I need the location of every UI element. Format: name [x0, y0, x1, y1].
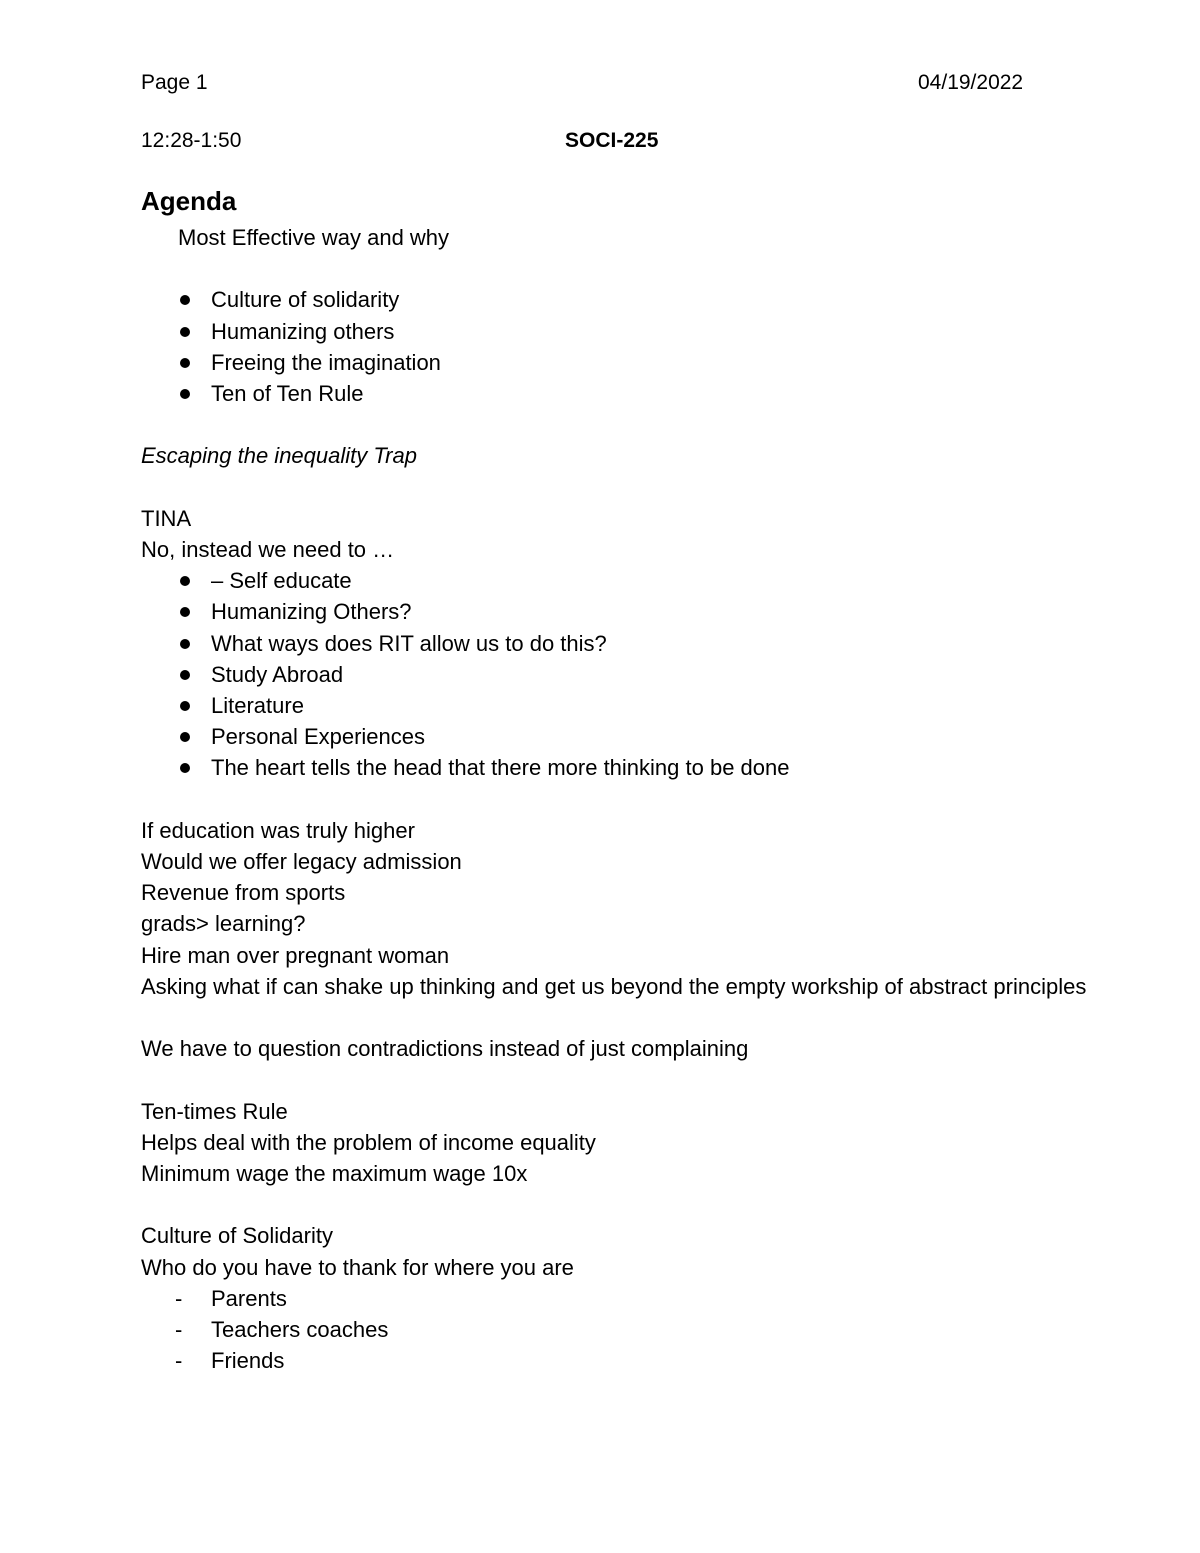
list-item: Ten of Ten Rule	[141, 378, 1101, 409]
tina-label: TINA	[141, 505, 192, 531]
agenda-intro: Most Effective way and why	[178, 225, 450, 250]
higher-ed-line: If education was truly higher	[141, 817, 415, 843]
list-item: Literature	[141, 690, 1101, 721]
list-item: - Teachers coaches	[141, 1314, 1101, 1345]
higher-ed-line: grads> learning?	[141, 911, 306, 937]
list-item: Humanizing others	[141, 316, 1101, 347]
class-time: 12:28-1:50	[141, 129, 242, 152]
list-item: What ways does RIT allow us to do this?	[141, 628, 1101, 659]
contradictions-note: We have to question contradictions instead of just complaining	[141, 1036, 749, 1062]
agenda-list	[141, 284, 1101, 409]
section-title-escaping: Escaping the inequality Trap	[141, 443, 417, 469]
higher-ed-line: Would we offer legacy admission	[141, 849, 462, 874]
list-item: - Parents	[141, 1283, 1101, 1314]
list-item: Study Abroad	[141, 659, 1101, 690]
escaping-list	[141, 565, 1101, 783]
escaping-lead: No, instead we need to …	[141, 536, 395, 562]
list-item: Culture of solidarity	[141, 284, 1101, 315]
spacer	[141, 1002, 1101, 1033]
spacer	[141, 784, 1101, 815]
list-item: Personal Experiences	[141, 721, 1101, 752]
higher-ed-line: Revenue from sports	[141, 880, 346, 906]
spacer	[141, 1064, 1101, 1095]
list-item: Freeing the imagination	[141, 347, 1101, 378]
notes-body	[141, 184, 1101, 1376]
list-item: – Self educate	[141, 565, 1101, 596]
spacer	[141, 253, 1101, 284]
spacer	[141, 409, 1101, 440]
solidarity-question: Who do you have to thank for where you are	[141, 1254, 574, 1280]
page-number: Page 1	[141, 71, 208, 94]
spacer	[141, 472, 1101, 503]
list-item: Humanizing Others?	[141, 596, 1101, 627]
solidarity-list	[141, 1283, 1101, 1377]
note-date: 04/19/2022	[918, 71, 1024, 94]
list-item: - Friends	[141, 1345, 1101, 1376]
ten-times-line: Minimum wage the maximum wage 10x	[141, 1161, 528, 1186]
ten-times-title: Ten-times Rule	[141, 1098, 288, 1124]
asking-what-if: Asking what if can shake up thinking and get us beyond the empty workship of abstract principles	[141, 973, 1087, 999]
agenda-heading: Agenda	[141, 186, 237, 216]
course-code: SOCI-225	[565, 129, 659, 152]
list-item: The heart tells the head that there more thinking to be done	[141, 752, 1101, 783]
higher-ed-line: Hire man over pregnant woman	[141, 942, 450, 968]
solidarity-title: Culture of Solidarity	[141, 1223, 333, 1249]
ten-times-line: Helps deal with the problem of income equality	[141, 1129, 596, 1155]
spacer	[141, 1189, 1101, 1220]
